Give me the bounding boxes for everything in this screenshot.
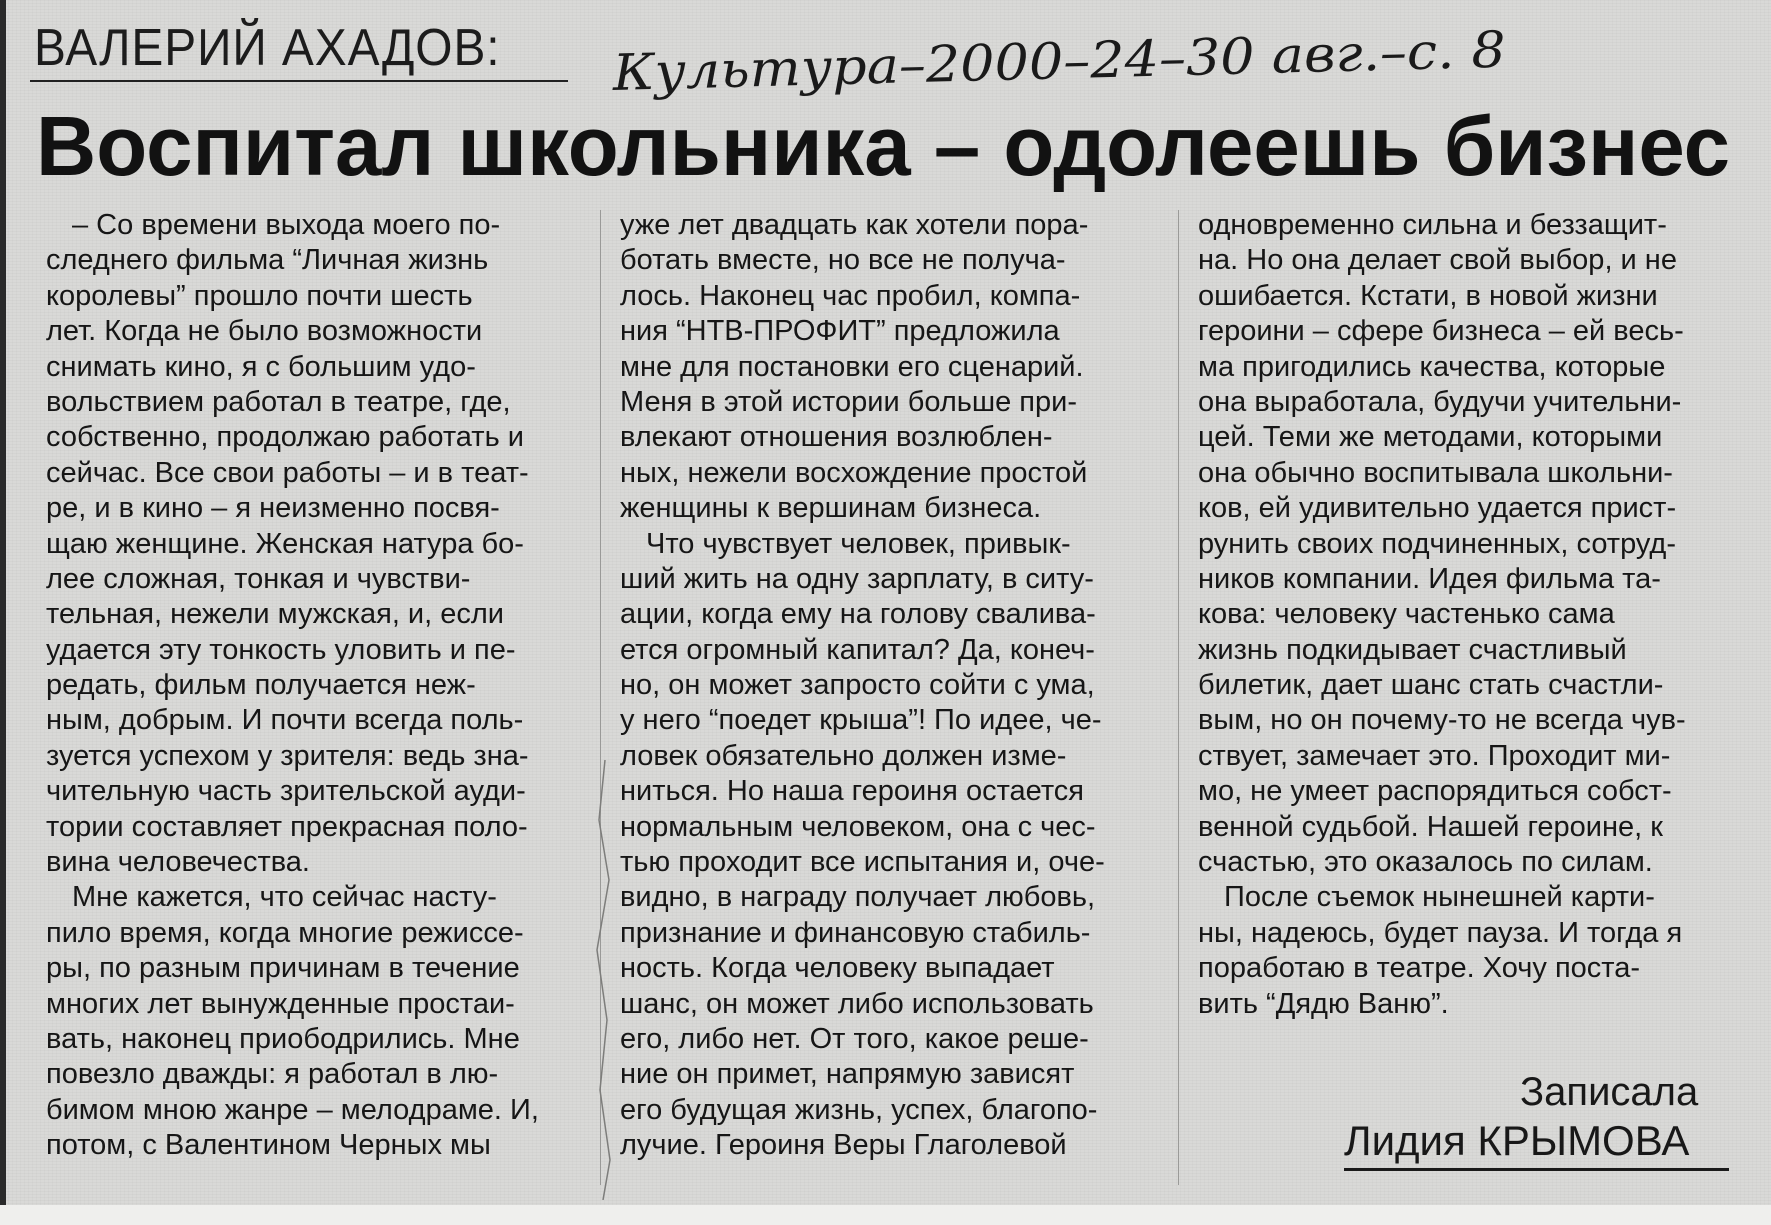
- article-column-3: [1198, 208, 1733, 1022]
- article-line: чительную часть зрительской ауди-: [46, 775, 526, 808]
- interviewee-name: ВАЛЕРИЙ АХАДОВ:: [34, 19, 501, 77]
- article-line: нормальным человеком, она с чес-: [620, 810, 1096, 843]
- article-line: зуется успехом у зрителя: ведь зна-: [46, 739, 529, 772]
- article-line: ется огромный капитал? Да, конеч-: [620, 633, 1095, 666]
- kicker-underline: [30, 80, 568, 82]
- article-line: щаю женщине. Женская натура бо-: [46, 527, 524, 560]
- byline-author: Лидия КРЫМОВА: [1344, 1117, 1690, 1164]
- article-line: пило время, когда многие режиссе-: [46, 916, 524, 949]
- scan-margin: [0, 1205, 1771, 1225]
- article-line: повезло дважды: я работал в лю-: [46, 1058, 499, 1091]
- article-line: бимом мною жанре – мелодраме. И,: [46, 1093, 539, 1126]
- article-line: После съемок нынешней карти-: [1224, 881, 1655, 914]
- article-line: ния “НТВ-ПРОФИТ” предложила: [620, 315, 1060, 348]
- article-line: ников компании. Идея фильма та-: [1198, 562, 1661, 595]
- article-line: вым, но он почему-то не всегда чув-: [1198, 704, 1686, 737]
- article-line: счастью, это оказалось по силам.: [1198, 846, 1653, 879]
- article-line: вина человечества.: [46, 846, 310, 879]
- article-line: лось. Наконец час пробил, компа-: [620, 279, 1081, 312]
- article-line: кова: человеку частенько сама: [1198, 598, 1615, 631]
- article-line: шанс, он может либо использовать: [620, 987, 1094, 1020]
- article-line: тью проходит все испытания и, оче-: [620, 846, 1105, 879]
- article-line: видно, в награду получает любовь,: [620, 881, 1096, 914]
- article-line: вить “Дядю Ваню”.: [1198, 987, 1449, 1020]
- article-line: королевы” прошло почти шесть: [46, 279, 473, 312]
- article-line: но, он может запросто сойти с ума,: [620, 669, 1095, 702]
- article-line: Меня в этой истории больше при-: [620, 385, 1077, 418]
- article-line: венной судьбой. Нашей героине, к: [1198, 810, 1663, 843]
- article-line: потом, с Валентином Черных мы: [46, 1129, 491, 1162]
- paper-tear-mark: [585, 760, 625, 1200]
- handwritten-source-note: Культура–2000–24–30 авг.–с. 8: [612, 20, 1507, 102]
- article-line: ры, по разным причинам в течение: [46, 952, 520, 985]
- article-line: героини – сфере бизнеса – ей весь-: [1198, 315, 1684, 348]
- article-column-2: [620, 208, 1150, 1164]
- byline-label: Записала: [1520, 1070, 1699, 1114]
- headline: Воспитал школьника – одолеешь бизнес: [36, 99, 1731, 193]
- article-line: сейчас. Все свои работы – и в теат-: [46, 456, 529, 489]
- article-line: она выработала, будучи учительни-: [1198, 385, 1682, 418]
- article-line: мне для постановки его сценарий.: [620, 350, 1084, 383]
- column-divider: [1178, 210, 1179, 1185]
- article-line: ре, и в кино – я неизменно посвя-: [46, 492, 500, 525]
- article-line: ность. Когда человеку выпадает: [620, 952, 1055, 985]
- article-line: ствует, замечает это. Проходит ми-: [1198, 739, 1671, 772]
- article-line: билетик, дает шанс стать счастли-: [1198, 669, 1664, 702]
- article-line: следнего фильма “Личная жизнь: [46, 244, 489, 277]
- article-line: женщины к вершинам бизнеса.: [620, 492, 1042, 525]
- article-line: ние он примет, напрямую зависят: [620, 1058, 1075, 1091]
- article-line: собственно, продолжаю работать и: [46, 421, 524, 454]
- article-line: ошибается. Кстати, в новой жизни: [1198, 279, 1658, 312]
- article-line: его будущая жизнь, успех, благопо-: [620, 1093, 1098, 1126]
- article-line: рунить своих подчиненных, сотруд-: [1198, 527, 1677, 560]
- article-line: жизнь подкидывает счастливый: [1198, 633, 1627, 666]
- article-line: тельная, нежели мужская, и, если: [46, 598, 504, 631]
- article-line: его, либо нет. От того, какое реше-: [620, 1022, 1089, 1055]
- article-line: удается эту тонкость уловить и пе-: [46, 633, 516, 666]
- article-line: цей. Теми же методами, которыми: [1198, 421, 1663, 454]
- article-line: лучие. Героиня Веры Глаголевой: [620, 1129, 1067, 1162]
- article-line: тории составляет прекрасная поло-: [46, 810, 528, 843]
- article-line: многих лет вынужденные простаи-: [46, 987, 515, 1020]
- article-line: ных, нежели восхождение простой: [620, 456, 1088, 489]
- article-line: одновременно сильна и беззащит-: [1198, 209, 1667, 241]
- article-line: ловек обязательно должен изме-: [620, 739, 1067, 772]
- article-line: – Со времени выхода моего по-: [72, 209, 501, 241]
- article-line: ным, добрым. И почти всегда поль-: [46, 704, 524, 737]
- article-line: на. Но она делает свой выбор, и не: [1198, 244, 1677, 277]
- article-line: редать, фильм получается неж-: [46, 669, 476, 702]
- article-line: лее сложная, тонкая и чувстви-: [46, 562, 471, 595]
- article-line: снимать кино, я с большим удо-: [46, 350, 476, 383]
- article-line: ма пригодились качества, которые: [1198, 350, 1666, 383]
- article-line: вольствием работал в театре, где,: [46, 385, 511, 418]
- article-line: ации, когда ему на голову свалива-: [620, 598, 1096, 631]
- byline-underline: [1344, 1168, 1729, 1171]
- clipping-edge: [0, 0, 6, 1225]
- article-line: ший жить на одну зарплату, в ситу-: [620, 562, 1094, 595]
- article-line: уже лет двадцать как хотели пора-: [620, 209, 1089, 241]
- article-column-1: [46, 208, 576, 1164]
- article-line: ков, ей удивительно удается прист-: [1198, 492, 1677, 525]
- article-line: лет. Когда не было возможности: [46, 315, 483, 348]
- article-line: у него “поедет крыша”! По идее, че-: [620, 704, 1102, 737]
- article-line: вать, наконец приободрились. Мне: [46, 1022, 520, 1055]
- article-line: Что чувствует человек, привык-: [646, 527, 1071, 560]
- article-line: ботать вместе, но все не получа-: [620, 244, 1066, 277]
- article-line: она обычно воспитывала школьни-: [1198, 456, 1673, 489]
- article-line: ны, надеюсь, будет пауза. И тогда я: [1198, 916, 1683, 949]
- article-line: Мне кажется, что сейчас насту-: [72, 881, 497, 914]
- article-line: признание и финансовую стабиль-: [620, 916, 1091, 949]
- article-line: влекают отношения возлюблен-: [620, 421, 1053, 454]
- article-line: ниться. Но наша героиня остается: [620, 775, 1084, 808]
- article-line: мо, не умеет распорядиться собст-: [1198, 775, 1672, 808]
- article-line: поработаю в театре. Хочу поста-: [1198, 952, 1641, 985]
